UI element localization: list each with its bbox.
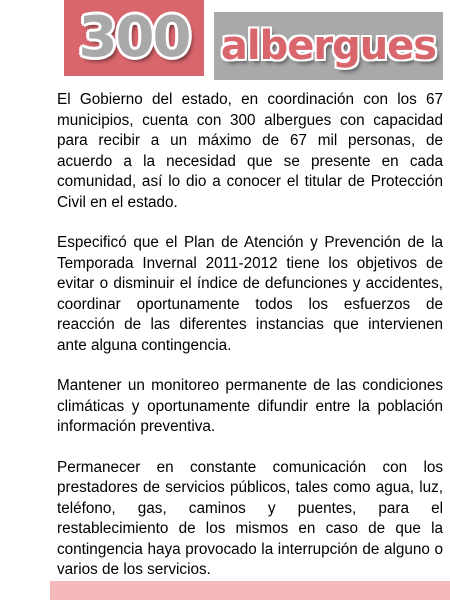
article-body	[57, 90, 443, 601]
article-paragraph: Permanecer en constante comunicación con los prestadores de servicios públicos, tales como agua, luz, teléfono, gas, caminos y puentes, para el restablecimiento de los mismos en caso de que la contingencia haya provocado la interrupción de alguno o varios de los servicios.	[57, 458, 443, 578]
article-paragraph: El Gobierno del estado, en coordinación con los 67 municipios, cuenta con 300 albergues con capacidad para recibir a un máximo de 67 mil personas, de acuerdo a la necesidad que se presente en cada comunidad, así lo dio a conocer el titular de Protección Civil en el estado.	[57, 91, 443, 211]
article-paragraph: Especificó que el Plan de Atención y Prevención de la Temporada Invernal 2011-2012 tiene los objetivos de evitar o disminuir el índice de defunciones y accidentes, coordinar oportunamente todos los esfuerzos de reacción de las diferentes instancias que intervienen ante alguna contingencia.	[57, 234, 443, 354]
headline-word: albergues	[220, 23, 437, 69]
footer-bar	[50, 581, 450, 600]
headline-number-box	[64, 0, 204, 76]
article-paragraph: Mantener un monitoreo permanente de las condiciones climáticas y oportunamente difundir entre la población información preventiva.	[57, 377, 443, 435]
headline-number: 300	[78, 5, 190, 70]
headline-word-box	[214, 12, 443, 80]
